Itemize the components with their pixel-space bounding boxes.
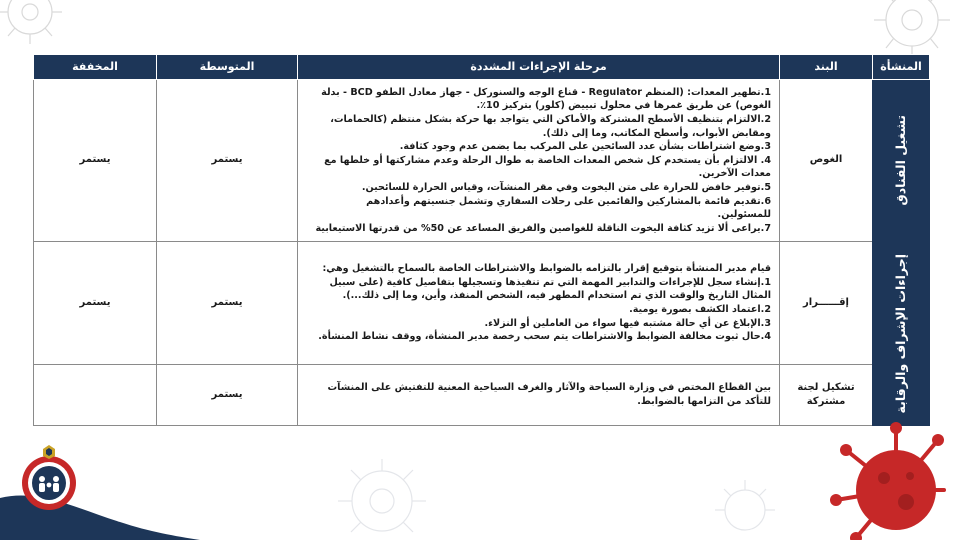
measure-line: 4.حال ثبوت مخالفة الضوابط والاشتراطات يتم سحب رخصة مدير المنشأة، ووقف نشاط المنشأة. [318, 331, 771, 343]
measures-table [33, 54, 930, 426]
table-header-row [34, 55, 930, 80]
table-row [34, 80, 930, 242]
facility-label: إجراءات الإشراف والرقابة [893, 253, 909, 414]
measures-cell [298, 80, 780, 242]
measure-line: 1.تطهير المعدات: (المنظم Regulator - قناع الوجه والسنوركل - جهاز معادل الطفو BCD - بدلة الغوص) عن طريق غمرها في محلول تبييض (كلور) بتركيز 10٪. [321, 86, 771, 112]
light-phase-cell: يستمر [34, 242, 157, 365]
medium-phase-cell: يستمر [157, 242, 298, 365]
facility-cell [873, 80, 930, 242]
table-row [34, 364, 930, 425]
measure-line: بين القطاع المختص في وزارة السياحة والآثار والغرف السياحية المعنية للتفتيش على المنشآت للتأكد من التزامها بالضوابط. [327, 382, 771, 407]
red-virus-icon [826, 420, 946, 540]
measures-cell [298, 242, 780, 365]
ministry-of-health-logo [18, 443, 80, 515]
header-facility: المنشأة [873, 55, 930, 80]
table-row [34, 242, 930, 365]
light-phase-cell [34, 364, 157, 425]
virus-outline-top-left-icon [0, 0, 80, 52]
measure-line: 1.إنشاء سجل للإجراءات والتدابير المهمة التي تم تنفيذها وتسجيلها بتفاصيل كافية (على سبيل المثال التاريخ والوقت الذي تم استخدام المطهر فيه، الشخص المنفذ، وأين، وما إلى ذلك...). [329, 276, 771, 302]
measure-line: 3.الإبلاغ عن أي حالة مشتبه فيها سواء من العاملين أو النزلاء. [484, 317, 771, 329]
item-cell: إقــــــرار [780, 242, 873, 365]
item-cell: تشكيل لجنة مشتركة [780, 364, 873, 425]
measure-line: 3.وضع اشتراطات بشأن عدد السائحين على المركب بما يضمن عدم وجود كثافة. [399, 141, 771, 153]
header-item: البند [780, 55, 873, 80]
measure-line: 4. الالتزام بأن يستخدم كل شخص المعدات الخاصة به طوال الرحلة وعدم مشاركتها أو خلطها مع معدات الآخرين. [324, 154, 771, 180]
medium-phase-cell: يستمر [157, 80, 298, 242]
measure-line: 6.تقديم قائمة بالمشاركين والقائمين على رحلات السفاري وتشمل جنسيتهم وأعدادهم للمسئولين. [366, 195, 771, 221]
header-medium-phase: المتوسطة [157, 55, 298, 80]
virus-outline-bottom-center-icon [320, 445, 450, 540]
measure-line: 7.يراعى ألا تزيد كثافة اليخوت الناقلة للغواصين والفريق المساعد عن 50% من قدرتها الاستيعابية [315, 222, 771, 234]
facility-cell [873, 242, 930, 426]
measure-line: 2.الالتزام بتنظيف الأسطح المشتركة والأماكن التي يتواجد بها حركة بشكل منتظم (كالحمامات، ومقابض الأبواب، وأسطح المكاتب، وما إلى ذلك). [330, 113, 771, 139]
header-light-phase: المخففة [34, 55, 157, 80]
measure-line: قيام مدير المنشأة بتوقيع إقرار بالتزامه بالضوابط والاشتراطات الخاصة بالسماح بالتشغيل وهي: [322, 263, 771, 275]
medium-phase-cell: يستمر [157, 364, 298, 425]
header-severe-phase: مرحلة الإجراءات المشددة [298, 55, 780, 80]
light-phase-cell: يستمر [34, 80, 157, 242]
measures-cell [298, 364, 780, 425]
facility-label: تشغيل الفنادق [893, 115, 909, 206]
measure-line: 2.اعتماد الكشف بصورة يومية. [629, 303, 771, 315]
virus-outline-bottom-right-icon [700, 470, 790, 540]
measure-line: 5.توفير خافض للحرارة على متن اليخوت وفي مقر المنشآت، وقياس الحرارة للسائحين. [361, 181, 771, 193]
item-cell: الغوص [780, 80, 873, 242]
